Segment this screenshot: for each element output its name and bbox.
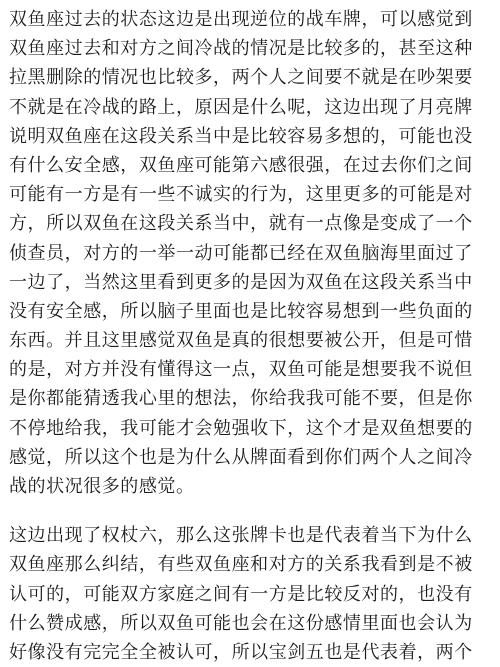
text-line: 拉黑删除的情况也比较多，两个人之间要不就是在吵架要 xyxy=(9,67,473,89)
text-line: 是你都能猜透我心里的想法，你给我我可能不要，但是你 xyxy=(9,388,473,410)
article-body xyxy=(9,5,493,667)
text-line: 东西。并且这里感觉双鱼是真的很想要被公开，但是可惜 xyxy=(9,330,473,352)
text-line: 好像没有完完全全被认可，所以宝剑五也是代表着，两个 xyxy=(9,641,473,663)
text-line: 侦查员，对方的一举一动可能都已经在双鱼脑海里面过了 xyxy=(9,242,473,264)
text-line: 战的状况很多的感觉。 xyxy=(9,476,195,497)
text-line: 的是，对方并没有懂得这一点，双鱼可能是想要我不说但 xyxy=(9,359,473,381)
text-line: 方，所以双鱼在这段关系当中，就有一点像是变成了一个 xyxy=(9,213,473,235)
text-line: 有什么安全感，双鱼座可能第六感很强，在过去你们之间 xyxy=(9,154,473,176)
text-line: 可能有一方是有一些不诚实的行为，这里更多的可能是对 xyxy=(9,184,473,206)
text-line: 双鱼座过去和对方之间冷战的情况是比较多的，甚至这种 xyxy=(9,38,473,60)
text-line: 认可的，可能双方家庭之间有一方是比较反对的，也没有 xyxy=(9,583,473,605)
text-line: 双鱼座那么纠结，有些双鱼座和对方的关系我看到是不被 xyxy=(9,554,473,576)
text-line: 什么赞成感，所以双鱼可能也会在这份感情里面也会认为 xyxy=(9,612,473,634)
text-line: 双鱼座过去的状态这边是出现逆位的战车牌，可以感觉到 xyxy=(9,9,473,30)
text-line: 这边出现了权杖六，那么这张牌卡也是代表着当下为什么 xyxy=(9,525,473,547)
text-line: 一边了，当然这里看到更多的是因为双鱼在这段关系当中 xyxy=(9,271,473,293)
text-line: 没有安全感，所以脑子里面也是比较容易想到一些负面的 xyxy=(9,300,473,322)
paragraph-1 xyxy=(9,5,493,501)
paragraph-2 xyxy=(9,521,493,667)
paragraph-spacer xyxy=(9,501,493,521)
text-line: 说明双鱼座在这段关系当中是比较容易多想的，可能也没 xyxy=(9,125,473,147)
text-line: 感觉，所以这个也是为什么从牌面看到你们两个人之间冷 xyxy=(9,446,473,468)
text-line: 不就是在冷战的路上，原因是什么呢，这边出现了月亮牌 xyxy=(9,96,473,118)
text-line: 不停地给我，我可能才会勉强收下，这个才是双鱼想要的 xyxy=(9,417,473,439)
